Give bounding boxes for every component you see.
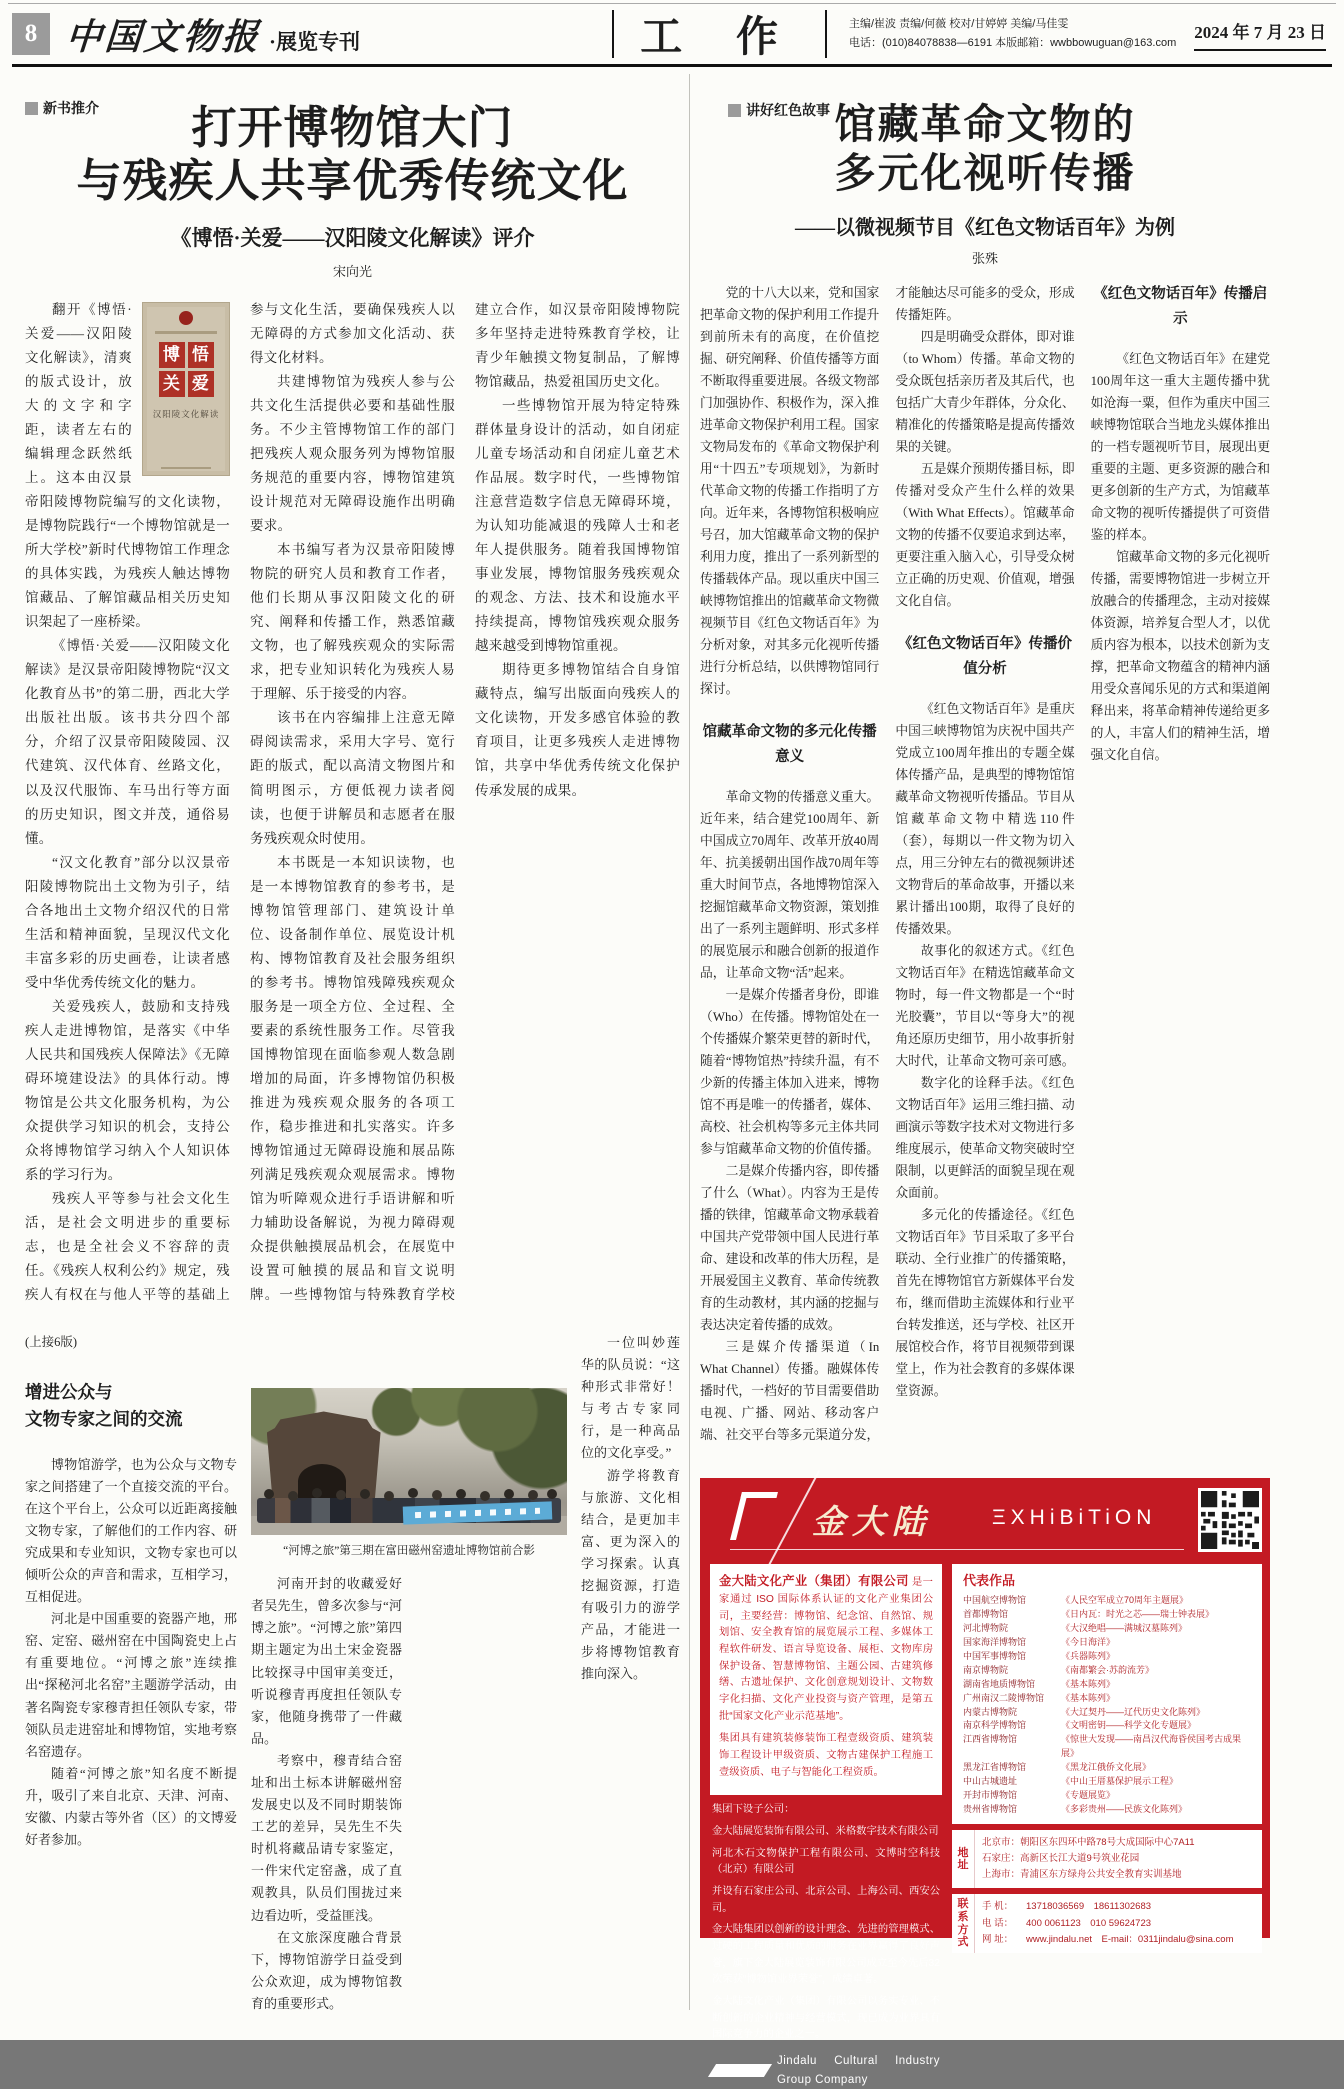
work-item — [963, 1692, 1253, 1706]
book-cover-subtitle: 汉阳陵文化解读 — [152, 409, 220, 420]
left-article-title-line1: 打开博物馆大门 — [191, 103, 514, 153]
representative-works-panel — [952, 1564, 1262, 1824]
masthead-divider — [612, 10, 614, 58]
contact-key: 网 址： — [982, 1933, 1014, 1945]
paragraph: 翻开《博悟·关爱——汉阳陵文化解读》，清爽的版式设计，放大的文字和字距，读者左右的编辑理念跃然纸上。这本由汉景帝阳陵博物院编写的文化读物，是博物院践行“一个博物馆就是一所大学校”新时代博物馆工作理念的具体实践，为残疾人触达博物馆藏品、了解馆藏品相关历史知识架起了一座桥梁。 — [25, 302, 230, 630]
paragraph: 党的十八大以来，党和国家把革命文物的保护利用工作提升到前所未有的高度，在价值挖掘、研究阐释、价值传播等方面不断取得重要进展。各级文物部门加强协作、积极作为，深入推进革命文物保护利用工程。国家文物局发布的《革命文物保护利用“十四五”专项规划》，为新时代革命文物的传播工作指明了方向。近年来，各博物馆积极响应号召，加大馆藏革命文物的保护利用力度，推出了一系列新型的传播载体产品。现以重庆中国三峡博物馆推出的馆藏革命文物微视频节目《红色文物话百年》为分析对象，对其多元化视听传播进行分析总结，以供博物馆同行探讨。 — [700, 286, 880, 697]
paragraph: 《红色文物话百年》是重庆中国三峡博物馆为庆祝中国共产党成立100周年推出的专题全媒体传播产品，是典型的博物馆馆藏革命文物视听传播品。节目从馆藏革命文物中精选110件（套），每期以一件文物为切入点，用三分钟左右的微视频讲述文物背后的革命故事，开播以来累计播出100期，取得了良好的传播效果。 — [895, 702, 1075, 937]
advertisement — [700, 1478, 1270, 2086]
book-cover — [142, 302, 230, 476]
work-exhibition: 《文明密钥——科学文化专题展》 — [1061, 1720, 1197, 1731]
paragraph: 共建博物馆为残疾人参与公共文化生活提供必要和基础性服务。不少主管博物馆工作的部门把残疾人观众服务列为博物馆服务规范的重要内容，博物馆建筑设计规范对无障碍设施作出明确要求。 — [250, 374, 455, 534]
contact-panel — [952, 1894, 1262, 1953]
work-venue: 国家海洋博物馆 — [963, 1636, 1027, 1647]
banner-rule — [730, 1549, 1184, 1550]
work-venue: 黑龙江省博物馆 — [963, 1762, 1027, 1773]
bullet-square-icon — [728, 104, 741, 117]
paragraph: 随着“河博之旅”知名度不断提升，吸引了来自北京、天津、河南、安徽、内蒙古等外省（区）的文博爱好者参加。 — [25, 1765, 237, 1848]
work-venue: 贵州省博物馆 — [963, 1804, 1018, 1815]
paragraph: 一位叫妙莲华的队员说：“这种形式非常好！与考古专家同行，是一种高品位的文化享受。” — [581, 1335, 680, 1461]
ad-english-row — [712, 2052, 940, 2089]
works-title: 代表作品 — [963, 1573, 1016, 1588]
jindalu-logo-mark-icon — [730, 1492, 778, 1540]
work-exhibition: 《多彩贵州——民族文化陈列》 — [1061, 1804, 1188, 1815]
paragraph: 期待更多博物馆结合自身馆藏特点，编写出版面向残疾人的文化读物，开发多感官体验的教育项目，让更多残疾人走进博物馆，共享中华优秀传统文化保护传承发展的成果。 — [475, 662, 680, 798]
contact-key: 电 话： — [982, 1917, 1014, 1929]
work-item — [963, 1622, 1253, 1636]
left-article-title-line2: 与残疾人共享优秀传统文化 — [76, 156, 629, 207]
contact-value: 400 0061123 010 59624723 — [1026, 1917, 1152, 1929]
masthead-credits — [849, 15, 1176, 52]
paragraph: 博物馆游学，也为公众与文物专家之间搭建了一个直接交流的平台。在这个平台上，公众可以近距离接触文物专家，了解他们的工作内容、研究成果和专业知识，文物专家也可以倾听公众的声音和需求，互相学习，互相促进。 — [25, 1456, 237, 1605]
continued-column-right — [581, 1332, 680, 2015]
paragraph: 数字化的诠释手法。《红色文物话百年》运用三维扫描、动画演示等数字技术对文物进行多维度展示，使革命文物突破时空限制，以更鲜活的面貌呈现在观众面前。 — [895, 1076, 1075, 1201]
continued-article — [25, 1332, 680, 2015]
paragraph: 革命文物的传播意义重大。近年来，结合建党100周年、新中国成立70周年、改革开放40周年、抗美援朝出国作战70周年等重大时间节点，各地博物馆深入挖掘馆藏革命文物资源，策划推出了一系列主题鲜明、形式多样的展览展示和融合创新的报道作品，让革命文物“活”起来。 — [700, 790, 880, 981]
work-exhibition: 《大汉绝唱——满城汉墓陈列》 — [1061, 1622, 1188, 1633]
contact-label: 联系方式 — [952, 1894, 975, 1953]
section-tag-label: 新书推介 — [43, 100, 99, 116]
masthead-divider — [825, 10, 827, 58]
work-item — [963, 1636, 1253, 1650]
ad-red-text-block — [710, 1795, 942, 2089]
continued-article-heading: 增进公众与 文物专家之间的交流 — [25, 1382, 183, 1430]
section-heading: 《红色文物话百年》传播价值分析 — [897, 636, 1072, 678]
masthead — [12, 8, 1332, 60]
paragraph: 一些博物馆开展为特定特殊群体量身设计的活动，如自闭症儿童专场活动和自闭症儿童艺术作品展。数字时代，一些博物馆注意营造数字信息无障碍环境，为认知功能减退的残障人士和老年人提供服务。随着我国博物馆事业发展，博物馆服务残疾观众的观念、方法、技术和设施水平持续提高，博物馆残疾观众服务越来越受到博物馆重视。 — [475, 398, 680, 654]
work-item — [963, 1789, 1253, 1803]
paragraph: 考察中，穆青结合窑址和出土标本讲解磁州窑发展史以及不同时期装饰工艺的差异，吴先生不失时机将藏品请专家鉴定，一件宋代定窑盏，成了直观教具，队员们围拢过来边看边听，受益匪浅。 — [251, 1752, 402, 1923]
work-item — [963, 1761, 1253, 1775]
continued-from-note: (上接6版) — [25, 1335, 78, 1349]
page-section-title: 工 作 — [640, 13, 799, 60]
continued-column-left — [25, 1332, 237, 2015]
left-article-author: 宋向光 — [332, 264, 372, 280]
paragraph: 关爱残疾人，鼓励和支持残疾人走进博物馆，是落实《中华人民共和国残疾人保障法》《无障碍环境建设法》的具体行动。博物馆是公共文化服务机构，为公众提供学习知识的机会，支持公众将博物馆学习纳入个人知识体系的学习行为。 — [25, 998, 230, 1182]
qr-code-icon — [1198, 1488, 1262, 1552]
branches-line: 并设有石家庄公司、北京公司、上海公司、西安公司。 — [712, 1885, 940, 1914]
column-rule — [689, 74, 690, 2010]
paragraph: 在文旅深度融合背景下，博物馆游学日益受到公众欢迎，成为博物馆教育的重要形式。 — [251, 1929, 402, 2011]
company-intro: 金大陆文化产业（集团）有限公司 是一家通过 ISO 国际体系认证的文化产业集团公司，主要经营：博物馆、纪念馆、自然馆、规划馆、安全教育馆的展览展示工程、多媒体工程软件研发、语言导览设备、展柜、文物库房保护设备、智慧博物馆、主题公园、古建筑修缮、古遗址保护、文化创意规划设计、文物数字化扫描、文化产业投资与资产管理，是第五批“国家文化产业示范基地”。 — [719, 1574, 933, 1722]
paragraph: 五是媒介预期传播目标，即传播对受众产生什么样的效果（With What Effects）。馆藏革命文物的传播不仅要追求到达率，更要注重入脑入心，引导受众树立正确的历史观、价值观，增强文化自信。 — [895, 462, 1075, 609]
cover-rule — [155, 331, 217, 334]
section-heading: 《红色文物话百年》传播启示 — [1093, 286, 1268, 328]
contact-row — [982, 1932, 1255, 1948]
right-article-subtitle: ——以微视频节目《红色文物话百年》为例 — [795, 217, 1175, 240]
continued-column-middle — [251, 1332, 567, 2015]
address-label: 地址 — [952, 1830, 975, 1888]
ad-banner — [700, 1478, 1270, 1562]
work-venue: 内蒙古博物院 — [963, 1706, 1018, 1717]
work-exhibition: 《南都繁会·苏韵流芳》 — [1061, 1664, 1154, 1675]
work-item — [963, 1664, 1253, 1678]
work-venue: 中国军事博物馆 — [963, 1650, 1027, 1661]
gate-arch-shape — [298, 1464, 345, 1499]
contact-row — [982, 1916, 1255, 1932]
paragraph: “汉文化教育”部分以汉景帝阳陵博物院出土文物为引子，结合各地出土文物介绍汉代的日常生活和精神面貌，呈现汉代文化丰富多彩的历史画卷，让读者感受中华优秀传统文化的魅力。 — [25, 854, 230, 990]
paragraph: 该书在内容编排上注意无障碍阅读需求，采用大字号、宽行距的版式，配以高清文物图片和简明图示，方便低视力读者阅读，也便于讲解员和志愿者在服务残疾观众时使用。 — [250, 710, 455, 846]
paragraph: 本书编写者为汉景帝阳陵博物院的研究人员和教育工作者，他们长期从事汉阳陵文化的研究、阐释和传播工作，熟悉馆藏文物，也了解残疾观众的实际需求，把专业知识转化为残疾人易于理解、乐于接受的内容。 — [250, 542, 455, 702]
work-venue: 江西省博物馆 — [963, 1734, 1018, 1745]
swoosh-decoration — [708, 2064, 772, 2077]
work-venue: 中山古城遗址 — [963, 1776, 1018, 1787]
work-venue: 中国航空博物馆 — [963, 1595, 1027, 1605]
section-tag-label: 讲好红色故事 — [746, 102, 830, 118]
bullet-square-icon — [25, 102, 38, 115]
contact-row — [982, 1899, 1255, 1915]
work-item — [963, 1650, 1253, 1664]
cover-rule — [161, 467, 211, 469]
right-article — [700, 70, 1270, 1450]
left-article — [25, 70, 680, 1316]
work-venue: 南京博物院 — [963, 1664, 1009, 1675]
company-english-name: Jindalu Cultural Industry Group Company — [777, 2055, 940, 2086]
paragraph: 河北是中国重要的瓷器产地，邢窑、定窑、磁州窑在中国陶瓷史上占有重要地位。“河博之旅”连续推出“探秘河北名窑”主题游学活动，由著名陶瓷专家穆青担任领队专家，带领队员走进窑址和博物馆，实地考察名窑遗存。 — [25, 1611, 237, 1759]
work-venue: 湖南省地质博物馆 — [963, 1678, 1036, 1689]
contact-value: www.jindalu.net E-mail：0311jindalu@sina.com — [1026, 1933, 1234, 1945]
paragraph: 本书既是一本知识读物，也是一本博物馆教育的参考书，是博物馆管理部门、建筑设计单位、设备制作单位、展览设计机构、博物馆教育及社会服务组织的参考书。博物馆残障残疾观众服务是一项全方位、全过程、全要素的系统性服务工作。尽管我国博物馆现在面临参观人数急剧增加的局面，许多博物馆仍积极推进为残疾观众服务的各项工作，稳步推进和扎实落实。许多博物馆通过无障碍设施和展品陈列满足残疾观众观展需求。博物馆为听障观众进行手语讲解和听力辅助设备解说，为视力障碍观众提供触摸展品机会，在展览中设置可触摸的展品和盲文说明牌。一些博物馆与特殊教育学校建立合作，如汉景帝阳陵博物院多年坚持走进特殊教育学校，让青少年触摸文物复制品，了解博物馆藏品，热爱祖国历史文化。 — [250, 302, 680, 1302]
left-article-body — [25, 298, 680, 1316]
paragraph: 多元化的传播途径。《红色文物话百年》节目采取了多平台联动、全行业推广的传播策略，首先在博物馆官方新媒体平台发布，继而借助主流媒体和行业平台转发推送，还与学校、社区开展馆校合作，将节目视频带到课堂上，作为社会教育的多媒体课堂资源。 — [895, 1208, 1075, 1399]
ad-content — [700, 1562, 1270, 2089]
issue-date: 2024 年 7 月 23 日 — [1194, 18, 1326, 51]
work-item — [963, 1803, 1253, 1817]
subsidiary-line: 金大陆展览装饰有限公司、米格数字技术有限公司 — [712, 1825, 939, 1837]
paragraph: 《博悟·关爱——汉阳陵文化解读》是汉景帝阳陵博物院“汉文化教育丛书”的第二册，西北大学出版社出版。该书共分四个部分，介绍了汉景帝阳陵陵园、汉代建筑、汉代体育、丝路文化，以及汉代服饰、车马出行等方面的历史知识，图文并茂，通俗易懂。 — [25, 638, 230, 846]
paragraph: 故事化的叙述方式。《红色文物话百年》在精选馆藏革命文物时，每一件文物都是一个“时光胶囊”，节目以“等身大”的视角还原历史细节，用小故事折射大时代，让革命文物可亲可感。 — [895, 944, 1075, 1069]
work-venue: 首都博物馆 — [963, 1608, 1009, 1619]
subsidiary-line: 河北木石文物保护工程有限公司、文博时空科技（北京）有限公司 — [712, 1847, 940, 1876]
section-heading: 馆藏革命文物的多元化传播意义 — [702, 724, 877, 766]
work-item — [963, 1594, 1253, 1608]
reputation-line: 金大陆集团以创新的设计理念、先进的管理模式、过硬的工程质量和优质的服务在业界赢得了良好声誉，旗下金大陆展览装饰有限公司成立至今先后32次荣获“博物馆业界荣誉”，成绩卓著。 — [712, 1924, 940, 1986]
work-exhibition: 《今日海洋》 — [1061, 1636, 1116, 1647]
newspaper-brand — [66, 9, 360, 60]
publisher-seal-icon — [179, 311, 193, 325]
paragraph: 二是媒介传播内容，即传播了什么（What）。内容为王是传播的铁律，馆藏革命文物承载着中国共产党带领中国人民进行革命、建设和改革的伟大历程，是开展爱国主义教育、革命传统教育的生动教材，其内涵的挖掘与表达决定着传播的成效。 — [700, 1164, 880, 1333]
right-article-author: 张殊 — [971, 251, 998, 267]
company-name: 金大陆文化产业（集团）有限公司 — [719, 1574, 909, 1588]
address-line: 上海市：青浦区东方绿舟公共安全教育实训基地 — [982, 1869, 1182, 1881]
page-number-badge: 8 — [12, 13, 50, 55]
right-article-title-line1: 馆藏革命文物的 — [834, 101, 1136, 147]
paragraph: 三是媒介传播渠道（In What Channel）传播。融媒体传播时代，一档好的节目需要借助电视、广播、网站、移动客户端、社交平台等多元渠道分发，才能触达尽可能多的受众，形成传播矩阵。 — [700, 286, 1075, 1443]
paragraph: 《红色文物话百年》在建党100周年这一重大主题传播中犹如沧海一粟，但作为重庆中国三峡博物馆联合当地龙头媒体推出的一档专题视听节目，展现出更重要的主题、更多资源的融合和更多创新的生产方式，为馆藏革命文物的视听传播提供了可资借鉴的样本。 — [1090, 352, 1270, 543]
staff-line: 主编/崔波 责编/何薇 校对/甘婷婷 美编/马佳雯 — [848, 18, 1069, 31]
contact-value: 13718036569 18611302683 — [1026, 1901, 1152, 1913]
paragraph: 游学将教育与旅游、文化相结合，是更加丰富、更为深入的学习探索。认真挖掘资源，打造有吸引力的游学产品，才能进一步将博物馆教育推向深入。 — [581, 1467, 680, 1682]
work-item — [963, 1608, 1253, 1622]
work-item — [963, 1775, 1253, 1789]
ad-logo-english: ΞXHiBiTiON — [992, 1506, 1157, 1529]
left-article-subtitle: 《博悟·关爱——汉阳陵文化解读》评介 — [170, 226, 535, 251]
work-venue: 河北博物院 — [963, 1622, 1009, 1633]
work-exhibition: 《中山王厝墓保护展示工程》 — [1061, 1776, 1179, 1787]
work-exhibition: 《惊世大发现——南昌汉代海昏侯国考古成果展》 — [1061, 1734, 1242, 1759]
company-intro-panel — [710, 1564, 942, 1795]
continued-middle-text — [251, 1573, 567, 2015]
contact-lines — [975, 1894, 1262, 1953]
edition-label: ·展览专刊 — [269, 29, 361, 54]
work-item — [963, 1706, 1253, 1720]
paragraph: 四是明确受众群体，即对谁（to Whom）传播。革命文物的受众既包括亲历者及其后代，也包括广大青少年群体，分众化、精准化的传播策略是提高传播效果的关键。 — [895, 330, 1075, 455]
paragraph: 馆藏革命文物的多元化视听传播，需要博物馆进一步树立开放融合的传播理念，主动对接媒体资源，培养复合型人才，以优质内容为根本，以技术创新为支撑，把革命文物蕴含的精神内涵用受众喜闻乐见的方式和渠道阐释出来，将革命精神传递给更多的人，丰富人们的精神生活，增强文化自信。 — [1090, 550, 1270, 763]
contact-line: 电话：(010)84078838—6191 本版邮箱：wwbbowuguan@163.com — [848, 37, 1177, 49]
work-exhibition: 《大辽契丹——辽代历史文化陈列》 — [1061, 1706, 1206, 1717]
ad-left-column — [710, 1564, 942, 2089]
right-article-body — [700, 282, 1270, 1450]
section-tag-red-stories — [728, 100, 830, 120]
work-exhibition: 《黑龙江俄侨文化展》 — [1061, 1762, 1152, 1773]
closing-line: 金大陆文化产业（集团）有限公司以务实专业、不断创新的企业精神与经营模式，现已成为业界具有国际竞争力的企业之一。 — [712, 1996, 940, 2041]
right-article-title-line2: 多元化视听传播 — [834, 150, 1136, 197]
work-exhibition: 《基本陈列》 — [1061, 1692, 1116, 1703]
work-item — [963, 1733, 1253, 1761]
paragraph: 一是媒介传播者身份，即谁（Who）在传播。博物馆处在一个传播媒介繁荣更替的新时代，随着“博物馆热”持续升温，有不少新的传播主体加入进来，博物馆不再是唯一的传播者，媒体、高校、社会机构等多元主体共同参与馆藏革命文物的价值传播。 — [700, 988, 880, 1157]
contact-key: 手 机： — [982, 1901, 1014, 1913]
work-exhibition: 《基本陈列》 — [1061, 1678, 1116, 1689]
work-exhibition: 《兵器陈列》 — [1061, 1650, 1116, 1661]
work-venue: 开封市博物馆 — [963, 1790, 1018, 1801]
ad-logo-chinese: 金大陆 — [812, 1503, 932, 1540]
masthead-rule — [12, 64, 1332, 67]
photo-caption: “河博之旅”第三期在富田磁州窑遗址博物馆前合影 — [283, 1544, 535, 1557]
paragraph: 河南开封的收藏爱好者吴先生，曾多次参与“河博之旅”。“河博之旅”第四期主题定为出土宋金瓷器比较探寻中国审美变迁，听说穆青再度担任领队专家，他随身携带了一件藏品。 — [251, 1576, 402, 1746]
paragraph: 残疾人平等参与社会文化生活，是社会文明进步的重要标志，也是全社会义不容辞的责任。《残疾人权利公约》规定，残疾人有权在与他人平等的基础上参与文化生活，要确保残疾人以无障碍的方式参加文化活动、获得文化材料。 — [25, 302, 455, 1302]
group-photo — [251, 1388, 567, 1535]
work-venue: 南京科学博物馆 — [963, 1720, 1027, 1731]
work-exhibition: 《日内瓦：时光之芯——瑞士钟表展》 — [1061, 1608, 1215, 1619]
address-panel — [952, 1830, 1262, 1888]
address-lines — [975, 1830, 1262, 1888]
work-venue: 广州南汉二陵博物馆 — [963, 1692, 1045, 1703]
ad-right-column — [952, 1564, 1262, 2089]
work-item — [963, 1719, 1253, 1733]
company-qualifications: 集团具有建筑装修装饰工程壹级资质、建筑装饰工程设计甲级资质、文物古建保护工程施工壹级资质、电子与智能化工程资质。 — [719, 1733, 933, 1778]
book-title-tiles: 博 悟 关 爱 — [159, 342, 214, 397]
section-tag-new-books — [25, 98, 99, 118]
address-line: 北京市：朝阳区东四环中路78号大成国际中心7A11 — [982, 1837, 1195, 1848]
subsidiaries-label: 集团下设子公司： — [712, 1804, 795, 1816]
address-line: 石家庄：高新区长江大道9号筑业花园 — [982, 1853, 1140, 1865]
work-item — [963, 1678, 1253, 1692]
newspaper-logo: 中国文物报 — [64, 16, 263, 57]
work-exhibition: 《人民空军成立70周年主题展》 — [1061, 1595, 1189, 1605]
work-exhibition: 《专题展览》 — [1061, 1790, 1116, 1801]
